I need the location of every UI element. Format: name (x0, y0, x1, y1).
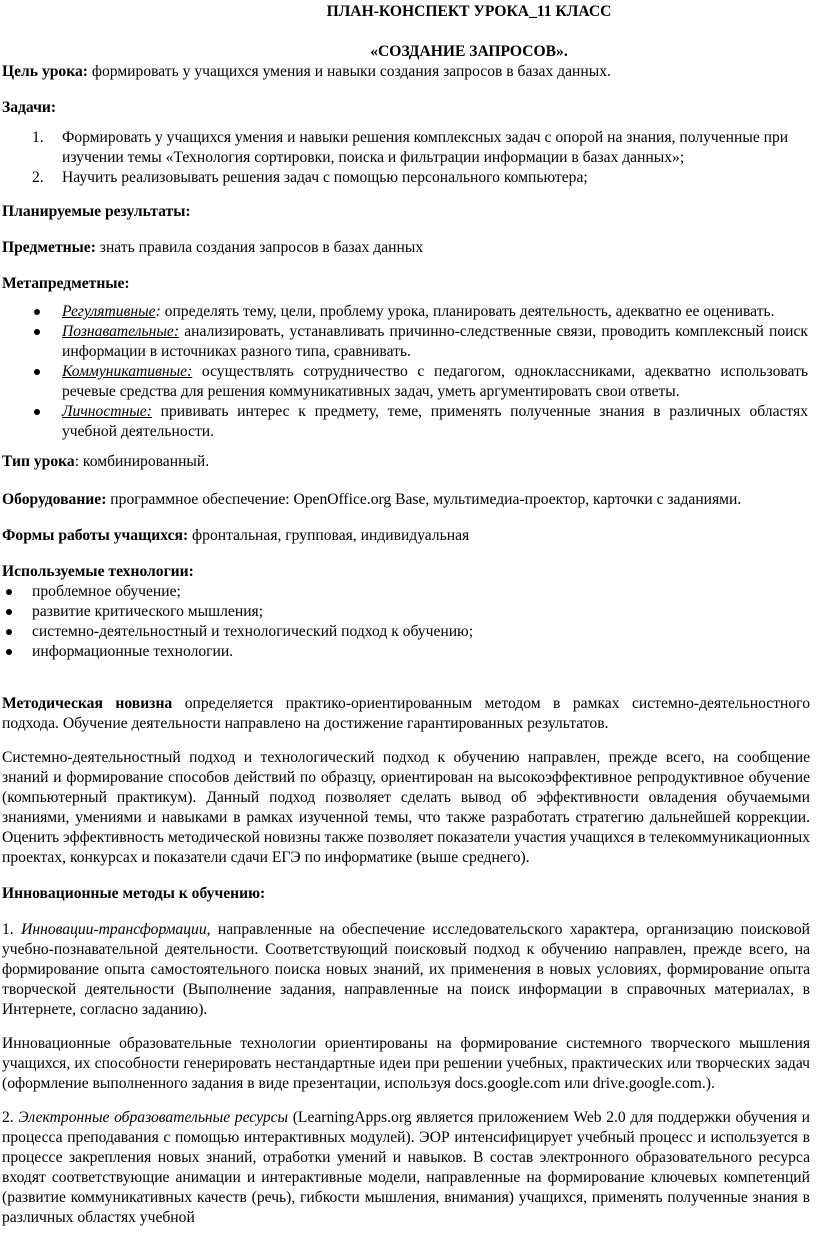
equipment-text: программное обеспечение: OpenOffice.org Base, мультимедиа-проектор, карточки с заданиями. (106, 491, 742, 508)
item-number: 1. (2, 921, 22, 938)
meta-item-name: Личностные: (62, 403, 152, 420)
subject-results (2, 238, 816, 258)
novelty-paragraph: Системно-деятельностный подход и технологический подход к обучению направлен, прежде всего, на сообщение знаний и формирование способов действий по образцу, ориентирован на высокоэффективное репродуктивное обучение (компьютерный практикум). Данный подход позволяет сделать вывод об эффективности овладения обучаемыми знаниями, умениями и навыками в рамках изученной темы, что также разработать стратегию дальнейшей коррекции. Оценить эффективность методической новизны также позволяет показатели участия учащихся в телекоммуникационных проектах, конкурсах и показатели сдачи ЕГЭ по информатике (выше среднего). (2, 749, 810, 866)
item-name: Электронные образовательные ресурсы (18, 1109, 289, 1126)
meta-item-text: осуществлять сотрудничество с педагогом, одноклассниками, адекватно использовать речевые средства для решения коммуникативных задач, уметь аргументировать свои ответы. (62, 363, 808, 400)
innovative-paragraph: Инновационные образовательные технологии ориентированы на формирование системного творческого мышления учащихся, их способности генерировать нестандартные идеи при решении учебных, практических или творческих задач (оформление выполненного задания в виде презентации, используя docs.google.com или drive.google.com.). (2, 1035, 810, 1092)
bullet-icon (34, 409, 40, 415)
work-forms-label: Формы работы учащихся: (2, 527, 189, 544)
bullet-icon (34, 309, 40, 315)
meta-item-text: прививать интерес к предмету, теме, применять полученные знания в различных областях учебной деятельности. (62, 403, 808, 440)
innovative-item-2 (2, 1108, 816, 1228)
task-text: Формировать у учащихся умения и навыки решения комплексных задач с опорой на знания, полученные при изучении темы «Технология сортировки, поиска и фильтрации информации в базах данных»; (62, 129, 789, 166)
results-heading: Планируемые результаты: (2, 203, 191, 220)
list-item (2, 362, 816, 402)
item-text: , направленные на обеспечение исследовательского характера, организацию поисковой учебно-познавательной деятельности. Соответствующий поисковый подход к обучению направлен, прежде всего, на формирование опыта самостоятельного поиска новых знаний, их применения в новых условиях, формирование опыта творческой деятельности (Выполнение задания, направленные на поиск информации в справочных материалах, в Интернете, согласно заданию). (2, 921, 810, 1018)
list-item (2, 402, 816, 442)
goal-label: Цель урока: (2, 63, 88, 80)
title-line-1: ПЛАН-КОНСПЕКТ УРОКА_11 КЛАСС (326, 3, 612, 20)
item-text: (LearningApps.org является приложением Web 2.0 для поддержки обучения и процесса преподавания с помощью интерактивных модулей). ЭОР интенсифицирует учебный процесс и используется в процессе закрепления новых знаний, отработки умений и навыков. В состав электронного образовательного ресурса входят соответствующие анимации и интерактивные модели, направленные на формирование ключевых компетенций (развитие коммуникативных качеств (речь), гибкости мышления, внимания) учащихся, применять полученные знания в различных областях учебной (2, 1109, 810, 1226)
novelty-intro (2, 694, 816, 734)
technology-text: системно-деятельностный и технологический подход к обучению; (32, 623, 474, 640)
tasks-heading: Задачи: (2, 99, 57, 116)
work-forms (2, 526, 816, 546)
list-item (2, 128, 816, 168)
bullet-icon (34, 329, 40, 335)
meta-item-text: анализировать, устанавливать причинно-следственные связи, проводить комплексный поиск информации в источниках разного типа, сравнивать. (62, 323, 808, 360)
item-number: 2. (2, 1109, 19, 1126)
novelty-label: Методическая новизна (2, 695, 173, 712)
work-forms-text: фронтальная, групповая, индивидуальная (188, 527, 470, 544)
list-number: 2. (32, 169, 44, 186)
technology-text: проблемное обучение; (32, 583, 181, 600)
technology-text: информационные технологии. (32, 643, 234, 660)
innovative-heading: Инновационные методы к обучению: (2, 885, 266, 902)
meta-item-name: Регулятивные (62, 303, 156, 320)
goal-text: формировать у учащихся умения и навыки создания запросов в базах данных. (87, 63, 611, 80)
meta-item-name: Познавательные: (62, 323, 180, 340)
lesson-type (2, 452, 816, 472)
list-item (2, 322, 816, 362)
lesson-type-text: : комбинированный. (74, 453, 210, 470)
subject-text: знать правила создания запросов в базах данных (95, 239, 424, 256)
equipment (2, 490, 816, 510)
novelty-text: определяется практико-ориентированным методом в рамках системно-деятельностного подхода. Обучение деятельности направлено на достижение гарантированных результатов. (2, 695, 810, 732)
goal-line (2, 62, 816, 82)
equipment-label: Оборудование: (2, 491, 107, 508)
meta-item-text: определять тему, цели, проблему урока, планировать деятельность, адекватно ее оценивать. (160, 303, 775, 320)
technology-text: развитие критического мышления; (32, 603, 264, 620)
meta-item-name: Коммуникативные: (62, 363, 193, 380)
bullet-icon (6, 589, 12, 595)
list-item (2, 168, 816, 188)
bullet-icon (34, 369, 40, 375)
innovative-item-1 (2, 920, 816, 1020)
lesson-type-label: Тип урока (2, 453, 75, 470)
list-item (2, 582, 816, 602)
meta-heading: Метапредметные: (2, 275, 130, 292)
technologies-list (2, 582, 816, 662)
task-text: Научить реализовывать решения задач с помощью персонального компьютера; (62, 169, 588, 186)
bullet-icon (6, 629, 12, 635)
list-item (2, 642, 816, 662)
title-line-2: «СОЗДАНИЕ ЗАПРОСОВ». (370, 43, 568, 60)
list-number: 1. (32, 129, 44, 146)
list-item (2, 602, 816, 622)
subject-label: Предметные: (2, 239, 96, 256)
item-name: Инновации-трансформации (21, 921, 207, 938)
meta-item-suffix: : (155, 303, 161, 320)
tasks-list (2, 128, 816, 188)
technologies-heading: Используемые технологии: (2, 563, 194, 580)
bullet-icon (6, 609, 12, 615)
list-item (2, 302, 816, 322)
bullet-icon (6, 649, 12, 655)
meta-results-list (2, 302, 816, 442)
list-item (2, 622, 816, 642)
